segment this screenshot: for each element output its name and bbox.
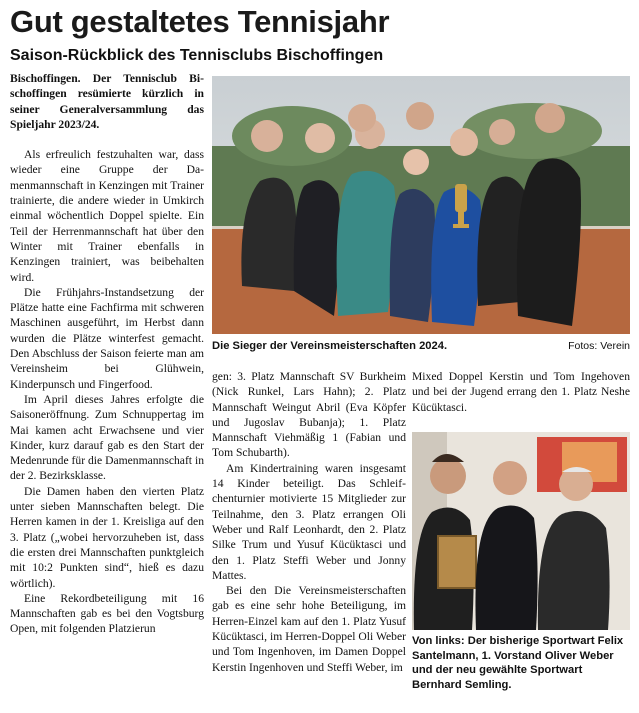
body-paragraph: gen: 3. Platz Mannschaft SV Burkheim (Nick Runkel, Lars Hahn); 2. Platz Mannschaft Weingut Abril (Eva Köpfer und Jugoslav Bubanja); 1. Platz Mannschaft Viehmäßig 1 (Fabian und Tom Schubarth). <box>212 370 406 460</box>
body-paragraph: Die Damen haben den vierten Platz unter sieben Mannschaften belegt. Die Herren kamen in der 1. Kreisliga auf den 3. Platz („wobei hervorzuheben ist, dass die ersten drei Mannschaften punktgleich mit 10:2 Punkten sind“, hieß es dazu wörtlich). <box>10 484 204 590</box>
article-column-3 <box>412 369 630 415</box>
photo-credit: Fotos: Verein <box>568 340 630 352</box>
body-paragraph: Am Kindertraining waren insgesamt 14 Kinder beteiligt. Das Schleifchenturnier motivierte 15 Mitglieder zur Teilnahme, den 3. Platz errangen Oli Weber und Ralf Leonhardt, den 2. Platz Silke Trum und Yusuf Kücüktasci und den 1. Platz Steffi Weber und Jonny Mattes. <box>212 461 406 582</box>
body-paragraph: Mixed Doppel Kerstin und Tom Ingehoven und bei der Jugend errang den 1. Platz Neshe Kücüktasci. <box>412 370 630 414</box>
group-photo-image <box>212 76 630 334</box>
board-photo-caption: Von links: Der bisherige Sportwart Felix Santelmann, 1. Vorstand Oliver Weber und der neu gewählte Sportwart Bernhard Semling. <box>412 635 624 691</box>
group-photo-caption: Die Sieger der Vereinsmeisterschaften 2024. <box>212 340 448 352</box>
body-paragraph: Bei den Die Vereinsmeisterschaften gab es eine sehr hohe Beteiligung, im Herren-Einzel kam auf den 1. Platz Yusuf Kücüktasci, im Herren-Doppel Oli Weber und Tom Ingenhoven, im Damen Doppel Kerstin Ingenhoven und Steffi Weber, im <box>212 584 406 674</box>
headline: Gut gestaltetes Tennisjahr <box>10 4 390 39</box>
body-paragraph: Die Frühjahrs-Instandsetzung der Plätze hatte eine Fachfirma mit schweren Maschinen ausgeführt, im Herbst dann wurden die Plätze winterfest gemacht. Den Abschluss der Saison feierte man am Vereinsheim bei Glühwein, Kinderpunsch und Fingerfood. <box>10 285 204 391</box>
body-paragraph: Als erfreulich festzuhalten war, dass wieder eine Gruppe der Damenmannschaft in Kenzingen mit Trainer trainierte, die andere wieder in Umkirch einmal wöchentlich Doppel spielte. Ein Teil der Herrenmannschaft hat über den Winter mit Trainer ebenfalls in Kenzingen trainiert, was beibehalten wird. <box>10 148 204 284</box>
subheadline: Saison-Rückblick des Tennisclubs Bischoffingen <box>10 47 384 64</box>
body-paragraph: Eine Rekordbeteiligung mit 16 Mannschaften gab es bei den Vogtsburg Open, mit folgenden Platzierun <box>10 591 204 636</box>
article-column-1 <box>10 71 204 637</box>
group-photo <box>212 76 630 334</box>
body-paragraph: Im April dieses Jahres erfolgte die Saisoneröffnung. Zum Schnuppertag im Mai kamen acht Erwachsene und vier Kinder, kurz darauf gab es den Start der Medenrunde für die Damenmannschaft in der 2. Bezirksklasse. <box>10 392 204 483</box>
article-column-2 <box>212 369 406 675</box>
board-photo <box>412 432 630 630</box>
board-photo-image <box>412 432 630 630</box>
lead-paragraph: Bischoffingen. Der Tennisclub Bischoffingen resümierte kürzlich in seiner Generalversammlung das Spieljahr 2023/24. <box>10 72 204 131</box>
